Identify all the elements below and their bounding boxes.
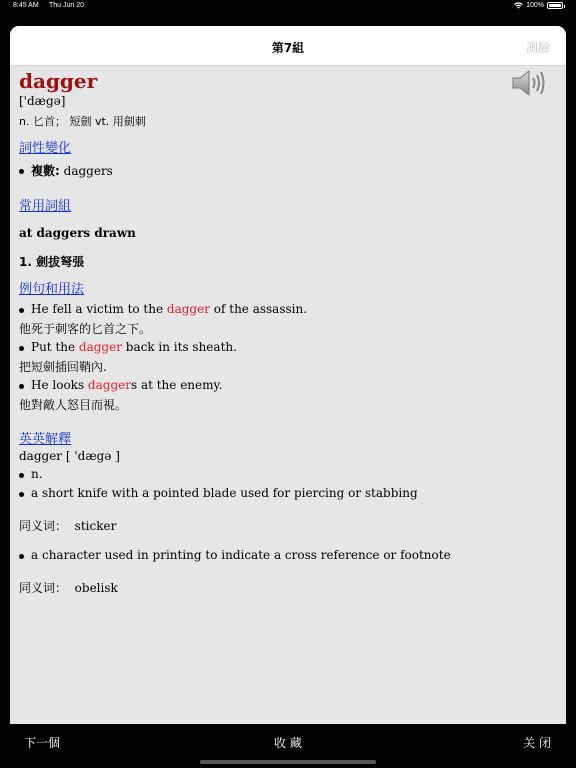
home-indicator[interactable] <box>200 760 376 764</box>
definition-1: a short knife with a pointed blade used for piercing or stabbing <box>31 486 418 500</box>
battery-percent: 100% <box>526 2 544 9</box>
brief-definition: n. 匕首； 短劍 vt. 用劍刺 <box>19 115 146 128</box>
example-translation: 他死于刺客的匕首之下。 <box>19 322 152 336</box>
plural-label: 複數: <box>31 164 60 178</box>
highlighted-word: dagger <box>78 340 122 354</box>
plural-form <box>31 162 113 179</box>
bullet-icon <box>19 308 24 313</box>
highlighted-word: dagger <box>166 302 210 316</box>
synonym-value: obelisk <box>74 581 118 595</box>
bullet-icon <box>19 169 24 174</box>
highlighted-word: dagger <box>87 378 131 392</box>
phrase-meaning: 1. 劍拔弩張 <box>19 255 85 269</box>
example-sentence: He looks daggers at the enemy. <box>31 378 223 392</box>
status-date: Thu Jun 20 <box>49 2 85 9</box>
favorite-button[interactable]: 收 藏 <box>274 736 302 750</box>
section-word-forms[interactable]: 詞性變化 <box>19 141 72 156</box>
status-bar <box>0 0 576 14</box>
word-card <box>10 26 566 724</box>
english-headword: dagger [ 'dægə ] <box>19 449 120 463</box>
wifi-icon <box>514 2 523 9</box>
bullet-icon <box>19 492 24 497</box>
example-translation: 把短劍插回鞘內. <box>19 360 107 374</box>
synonym-1 <box>19 517 116 534</box>
section-examples[interactable]: 例句和用法 <box>19 282 85 297</box>
section-english-definition[interactable]: 英英解釋 <box>19 432 72 447</box>
quiz-button[interactable]: 測驗 <box>525 41 550 55</box>
example-sentence: Put the dagger back in its sheath. <box>31 340 237 354</box>
example-translation: 他對敵人怒目而視。 <box>19 398 128 412</box>
part-of-speech: n. <box>31 467 43 481</box>
phonetic: ['dægə] <box>19 94 66 108</box>
battery-icon <box>547 2 563 9</box>
bullet-icon <box>19 473 24 478</box>
page-title: 第7組 <box>271 41 305 55</box>
entry-content[interactable] <box>10 66 566 724</box>
definition-2: a character used in printing to indicate a cross reference or footnote <box>31 548 451 562</box>
status-time: 8:45 AM <box>13 2 39 9</box>
card-header <box>10 26 566 66</box>
speaker-icon[interactable] <box>510 68 546 98</box>
next-button[interactable]: 下一個 <box>24 736 61 750</box>
status-indicators <box>514 2 563 9</box>
section-phrases[interactable]: 常用詞組 <box>19 199 72 214</box>
bullet-icon <box>19 554 24 559</box>
example-sentence: He fell a victim to the dagger of the assassin. <box>31 302 308 316</box>
headword: dagger <box>19 69 98 93</box>
bullet-icon <box>19 346 24 351</box>
plural-value: daggers <box>63 164 113 178</box>
synonym-value: sticker <box>74 519 117 533</box>
synonym-label: 同义词： <box>19 519 68 533</box>
close-button[interactable]: 关 闭 <box>523 736 551 750</box>
synonym-2 <box>19 579 118 596</box>
synonym-label: 同义词： <box>19 581 68 595</box>
bullet-icon <box>19 384 24 389</box>
phrase: at daggers drawn <box>19 226 136 240</box>
